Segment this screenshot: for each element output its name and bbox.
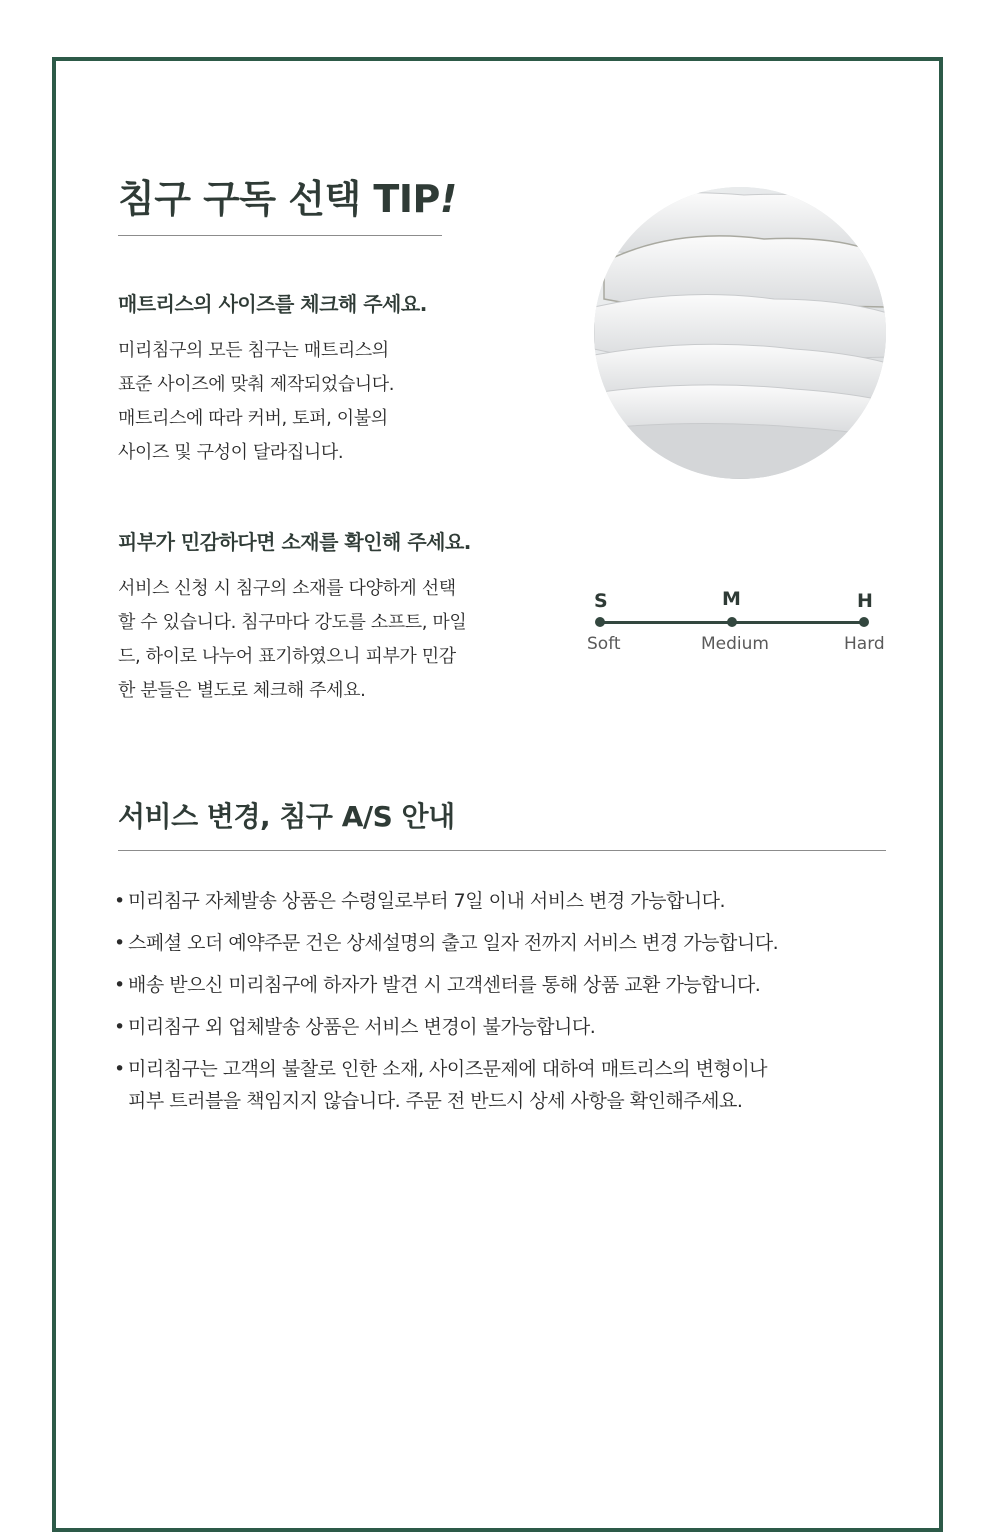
service-divider [118,850,886,851]
service-heading: 서비스 변경, 침구 A/S 안내 [118,800,455,833]
firmness-dot-hard [859,617,869,627]
material-line: 드, 하이로 나누어 표기하였으니 피부가 민감 [118,646,456,667]
page-title-mark: ! [439,177,457,221]
bedding-photo [594,187,886,479]
material-line: 서비스 신청 시 침구의 소재를 다양하게 선택 [118,578,456,599]
material-line: 한 분들은 별도로 체크해 주세요. [118,680,366,701]
list-item [114,885,778,917]
firmness-scale [585,585,890,665]
notice-text: 미리침구 외 업체발송 상품은 서비스 변경이 불가능합니다. [128,1016,596,1038]
bedding-illustration [594,187,886,479]
material-line: 할 수 있습니다. 침구마다 강도를 소프트, 마일 [118,612,467,633]
firmness-letter-hard: H [857,590,873,612]
firmness-letter-medium: M [722,588,741,610]
list-item [114,927,778,959]
firmness-word-hard: Hard [844,634,885,654]
firmness-word-medium: Medium [701,634,769,654]
bullet-icon: • [114,932,125,954]
size-line: 매트리스에 따라 커버, 토퍼, 이불의 [118,408,388,429]
list-item [114,969,778,1001]
title-divider [118,235,442,236]
notice-text: 미리침구는 고객의 불찰로 인한 소재, 사이즈문제에 대하여 매트리스의 변형이나 [128,1058,768,1080]
material-heading: 피부가 민감하다면 소재를 확인해 주세요. [118,530,471,554]
firmness-dot-medium [727,617,737,627]
firmness-dot-soft [595,617,605,627]
bullet-icon: • [114,1058,125,1080]
notice-text: 스페셜 오더 예약주문 건은 상세설명의 출고 일자 전까지 서비스 변경 가능합니다. [128,932,779,954]
list-item [114,1011,778,1043]
bullet-icon: • [114,1016,125,1038]
firmness-letter-soft: S [594,590,608,612]
page-title-text: 침구 구독 선택 TIP [118,177,440,221]
size-line: 사이즈 및 구성이 달라집니다. [118,442,344,463]
size-heading: 매트리스의 사이즈를 체크해 주세요. [118,292,427,316]
size-line: 미리침구의 모든 침구는 매트리스의 [118,340,389,361]
bullet-icon: • [114,890,125,912]
bullet-icon: • [114,974,125,996]
firmness-word-soft: Soft [587,634,621,654]
page-title [118,168,457,223]
size-line: 표준 사이즈에 맞춰 제작되었습니다. [118,374,395,395]
list-item [114,1053,778,1117]
notice-text-continued: 피부 트러블을 책임지지 않습니다. 주문 전 반드시 상세 사항을 확인해주세요. [128,1090,743,1112]
service-notice-list [114,885,778,1127]
notice-text: 미리침구 자체발송 상품은 수령일로부터 7일 이내 서비스 변경 가능합니다. [128,890,726,912]
size-paragraph [118,334,394,470]
notice-text: 배송 받으신 미리침구에 하자가 발견 시 고객센터를 통해 상품 교환 가능합니다. [128,974,761,996]
material-paragraph [118,572,466,708]
